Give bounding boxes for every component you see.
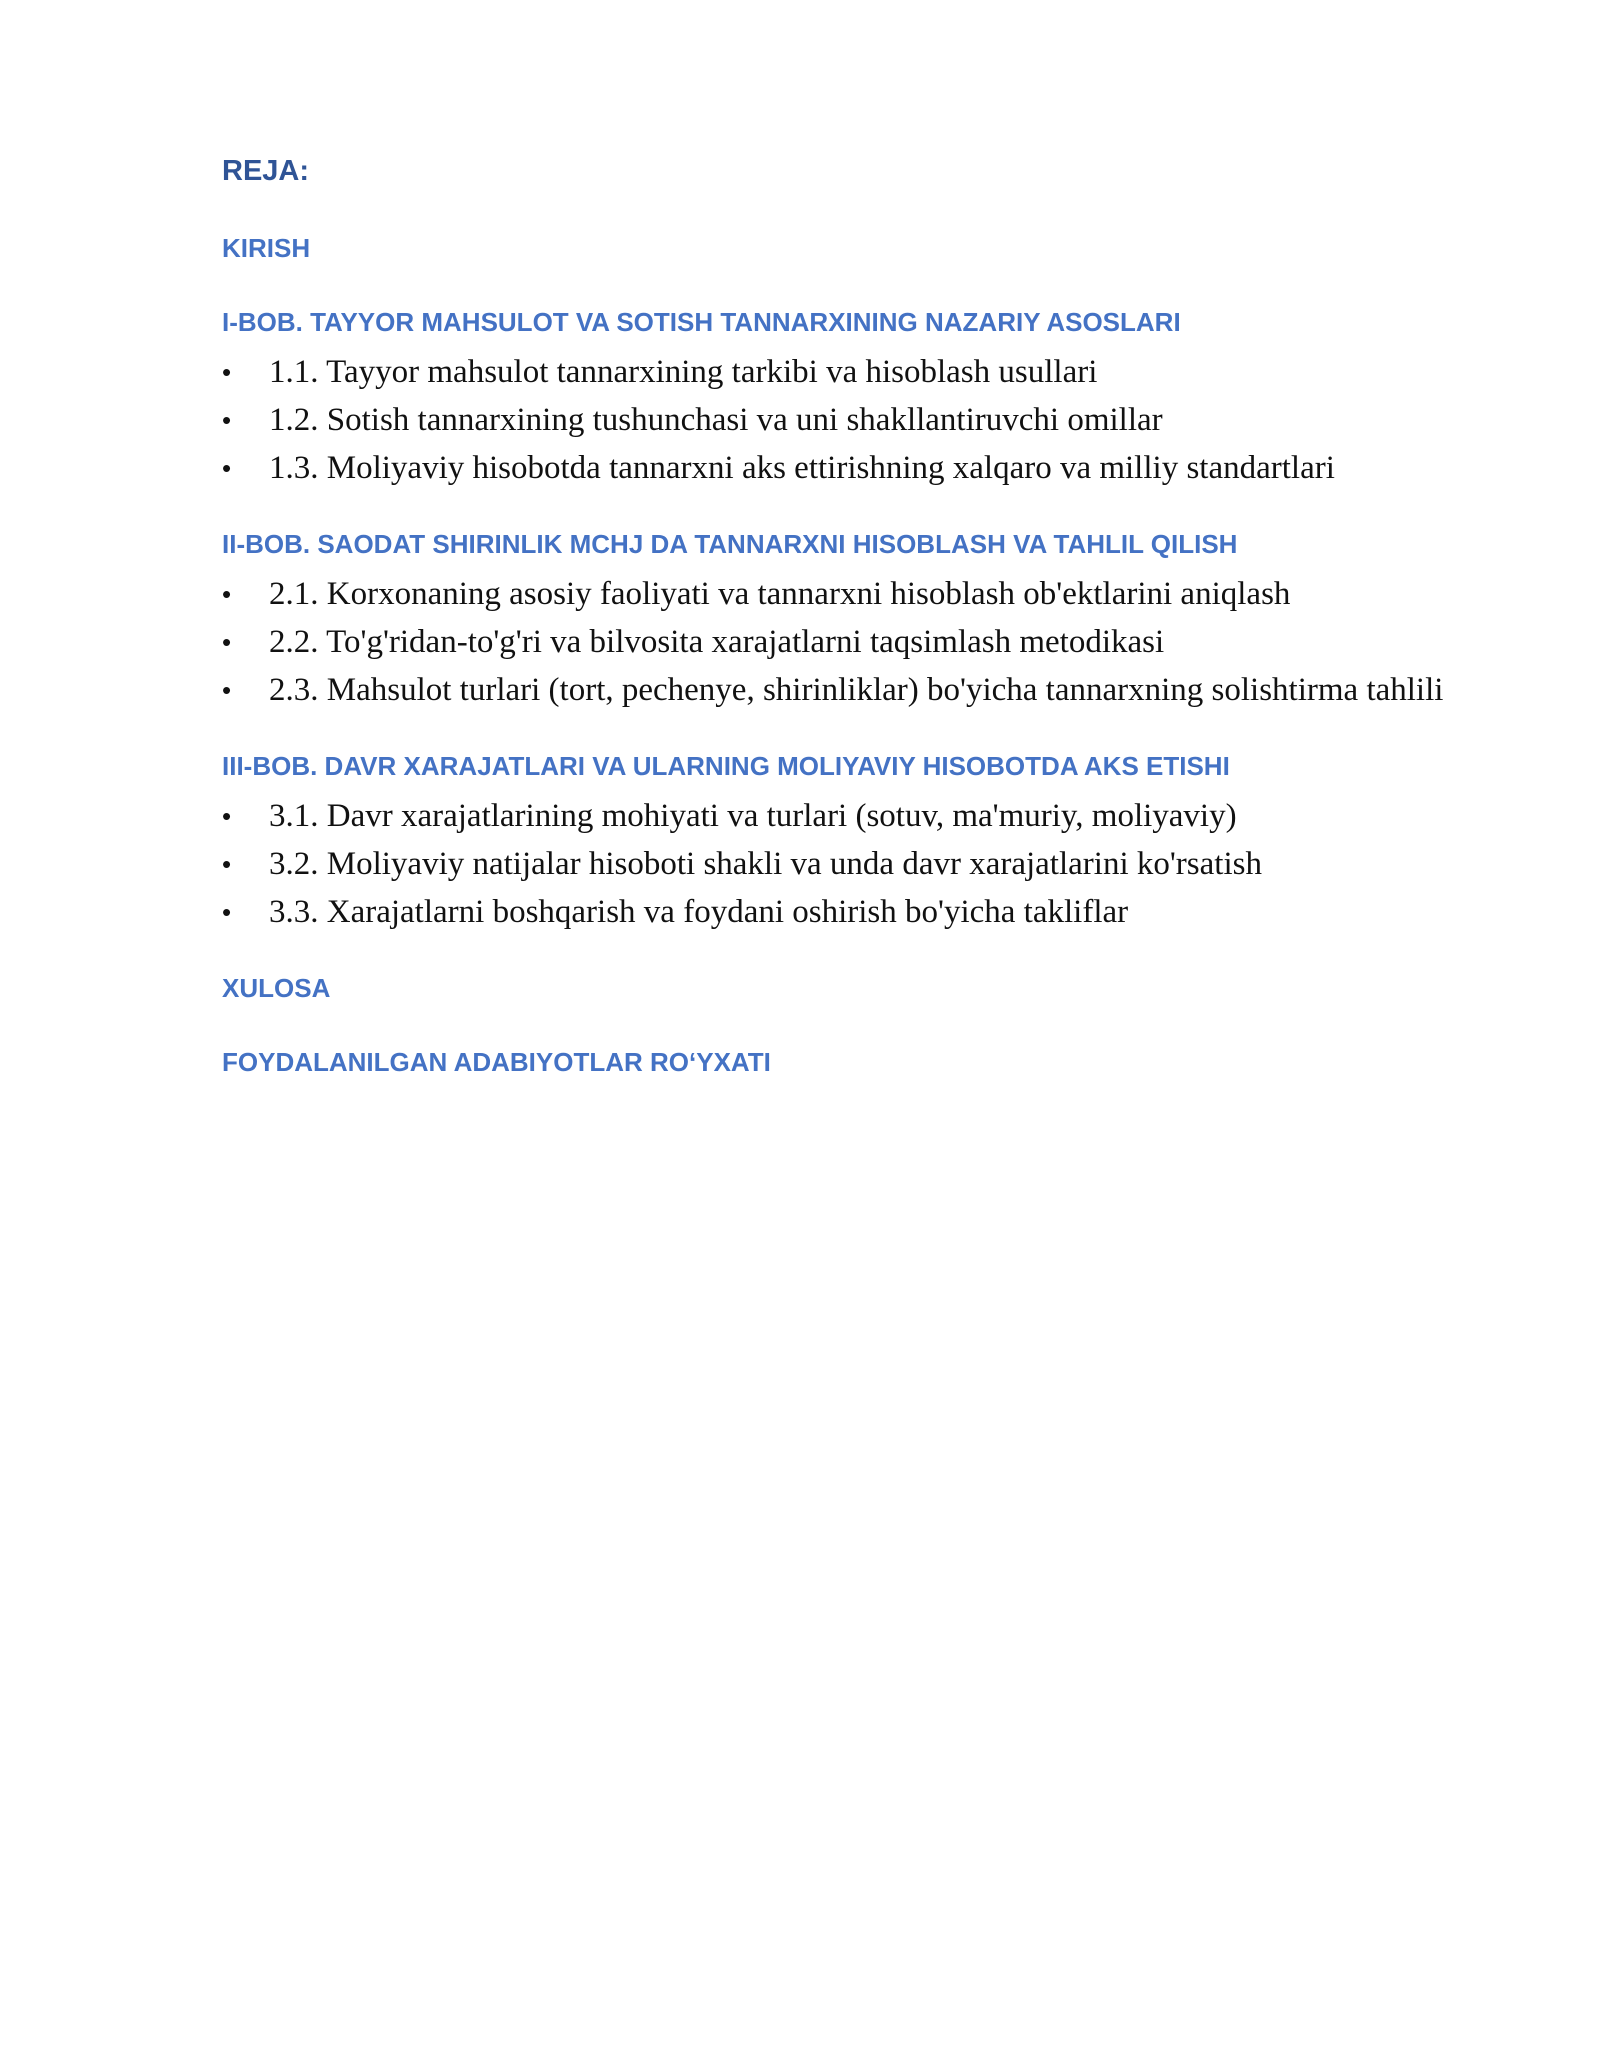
- bullet-icon: •: [222, 675, 232, 705]
- chapter-2-list: [222, 570, 1492, 714]
- bullet-icon: •: [222, 579, 232, 609]
- list-item: [222, 840, 1492, 888]
- chapter-1: [222, 302, 1492, 492]
- list-item-text: 1.3. Moliyaviy hisobotda tannarxni aks ettirishning xalqaro va milliy standartlari: [269, 450, 1335, 486]
- list-item-text: 2.1. Korxonaning asosiy faoliyati va tannarxni hisoblash ob'ektlarini aniqlash: [269, 576, 1291, 612]
- chapter-3-list: [222, 792, 1492, 936]
- chapter-1-list: [222, 348, 1492, 492]
- list-item: [222, 792, 1492, 840]
- bullet-icon: •: [222, 357, 232, 387]
- list-item-text: 1.2. Sotish tannarxining tushunchasi va uni shakllantiruvchi omillar: [269, 402, 1163, 438]
- bullet-icon: •: [222, 801, 232, 831]
- list-item-text: 3.3. Xarajatlarni boshqarish va foydani oshirish bo'yicha takliflar: [269, 894, 1129, 930]
- list-item: [222, 570, 1492, 618]
- conclusion-section: [222, 968, 1492, 1008]
- list-item: [222, 396, 1492, 444]
- table-of-contents: [222, 150, 1492, 1116]
- list-item: [222, 666, 1492, 714]
- chapter-2: [222, 524, 1492, 714]
- bullet-icon: •: [222, 627, 232, 657]
- chapter-1-heading: I-BOB. TAYYOR MAHSULOT VA SOTISH TANNARXINING NAZARIY ASOSLARI: [222, 307, 1181, 337]
- references-heading: FOYDALANILGAN ADABIYOTLAR RO‘YXATI: [222, 1047, 771, 1077]
- page-title: REJA:: [222, 155, 310, 187]
- list-item-text: 2.2. To'g'ridan-to'g'ri va bilvosita xarajatlarni taqsimlash metodikasi: [269, 624, 1165, 660]
- list-item: [222, 348, 1492, 396]
- list-item: [222, 444, 1492, 492]
- list-item-text: 3.2. Moliyaviy natijalar hisoboti shakli va unda davr xarajatlarini ko'rsatish: [269, 846, 1262, 882]
- chapter-3: [222, 746, 1492, 936]
- list-item: [222, 888, 1492, 936]
- list-item-text: 1.1. Tayyor mahsulot tannarxining tarkibi va hisoblash usullari: [269, 354, 1098, 390]
- list-item-text: 3.1. Davr xarajatlarining mohiyati va turlari (sotuv, ma'muriy, moliyaviy): [269, 798, 1237, 834]
- chapter-3-heading: III-BOB. DAVR XARAJATLARI VA ULARNING MOLIYAVIY HISOBOTDA AKS ETISHI: [222, 751, 1230, 781]
- list-item: [222, 618, 1492, 666]
- intro-section: [222, 228, 1492, 268]
- bullet-icon: •: [222, 453, 232, 483]
- bullet-icon: •: [222, 897, 232, 927]
- references-section: [222, 1042, 1492, 1082]
- chapter-2-heading: II-BOB. SAODAT SHIRINLIK MCHJ DA TANNARXNI HISOBLASH VA TAHLIL QILISH: [222, 529, 1238, 559]
- intro-heading: KIRISH: [222, 233, 311, 263]
- bullet-icon: •: [222, 405, 232, 435]
- bullet-icon: •: [222, 849, 232, 879]
- list-item-text: 2.3. Mahsulot turlari (tort, pechenye, shirinliklar) bo'yicha tannarxning solishtirma tahlili: [269, 672, 1444, 708]
- conclusion-heading: XULOSA: [222, 973, 331, 1003]
